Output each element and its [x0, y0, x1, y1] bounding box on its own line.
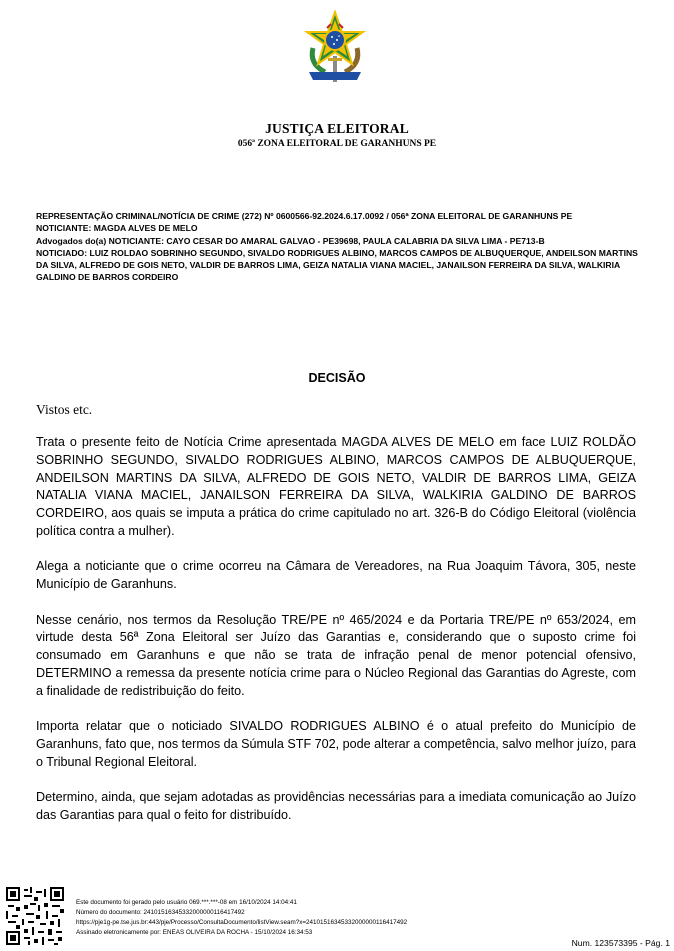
- signature-info: Assinado eletronicamente por: ENEAS OLIVEIRA DA ROCHA - 15/10/2024 16:34:53: [76, 929, 313, 937]
- electoral-zone: 056ª ZONA ELEITORAL DE GARANHUNS PE: [237, 139, 437, 149]
- generated-info: Este documento foi gerado pelo usuário 069.***.***-08 em 16/10/2024 14:04:41: [76, 899, 297, 906]
- opening-line: Vistos etc.: [36, 402, 93, 417]
- paragraph: Nesse cenário, nos termos da Resolução TRE/PE nº 465/2024 e da Portaria TRE/PE nº 653/2024, em virtude desta 56ª Zona Eleitoral ser Juízo das Garantias e, considerando que o suposto crime foi consumado em Garanhuns e que não se trata de infração penal de menor potencial ofensivo, DETERMINO a remessa da presente notícia crime para o Núcleo Regional das Garantias do Agreste, com a finalidade de redistribuição do feito.: [36, 612, 636, 698]
- case-number: REPRESENTAÇÃO CRIMINAL/NOTÍCIA DE CRIME (272) Nº 0600566-92.2024.6.17.0092 / 056ª ZONA ELEITORAL DE GARANHUNS PE: [36, 211, 573, 221]
- paragraph: Determino, ainda, que sejam adotadas as providências necessárias para a imediata comunicação ao Juízo das Garantias para qual o feito for distribuído.: [36, 790, 636, 822]
- paragraph: Importa relatar que o noticiado SIVALDO RODRIGUES ALBINO é o atual prefeito do Município de Garanhuns, fato que, nos termos da Súmula STF 702, pode alterar a competência, salvo melhor juízo, para o Tribunal Regional Eleitoral.: [36, 719, 636, 769]
- document-number: Número do documento: 24101516345332000000116417492: [76, 909, 245, 917]
- court-name: JUSTIÇA ELEITORAL: [265, 121, 409, 136]
- noticiante: NOTICIANTE: MAGDA ALVES DE MELO: [36, 223, 198, 234]
- case-header: [36, 210, 642, 284]
- document-footer: [76, 898, 546, 938]
- qr-code-icon: [6, 887, 64, 945]
- paragraph: Alega a noticiante que o crime ocorreu na Câmara de Vereadores, na Rua Joaquim Távora, 305, neste Município de Garanhuns.: [36, 559, 636, 592]
- paragraph: Trata o presente feito de Notícia Crime apresentada MAGDA ALVES DE MELO em face LUIZ ROLDÃO SOBRINHO SEGUNDO, SIVALDO RODRIGUES ALBINO, MARCOS CAMPOS DE ALBUQUERQUE, ANDEILSON MARTINS DA SILVA, ALFREDO DE GOIS NETO, VALDIR DE BARROS LIMA, GEIZA NATALIA VIANA MACIEL, JANAILSON FERREIRA DA SILVA, WALKIRIA GALDINO DE BARROS CORDEIRO, aos quais se imputa a prática do crime capitulado no art. 326-B do Código Eleitoral (violência política contra a mulher).: [36, 435, 636, 538]
- page-number: Num. 123573395 - Pág. 1: [571, 938, 670, 948]
- noticiado: NOTICIADO: LUIZ ROLDAO SOBRINHO SEGUNDO, SIVALDO RODRIGUES ALBINO, MARCOS CAMPOS DE ALBUQUERQUE, ANDEILSON MARTINS DA SILVA, ALFREDO DE GOIS NETO, VALDIR DE BARROS LIMA, GEIZA NATALIA VIANA MACIEL, JANAILSON FERREIRA DA SILVA, WALKIRIA GALDINO DE BARROS CORDEIRO: [36, 247, 638, 283]
- decision-body: [36, 434, 636, 842]
- advogados: Advogados do(a) NOTICIANTE: CAYO CESAR DO AMARAL GALVAO - PE39698, PAULA CALABRIA DA SILVA LIMA - PE713-B: [36, 235, 545, 246]
- decision-title: DECISÃO: [308, 371, 366, 385]
- brazil-coat-of-arms-icon: [303, 10, 367, 84]
- document-url[interactable]: https://pje1g-pe.tse.jus.br:443/pje/Processo/ConsultaDocumento/listView.seam?x=24101516345332000000116417492: [76, 919, 408, 927]
